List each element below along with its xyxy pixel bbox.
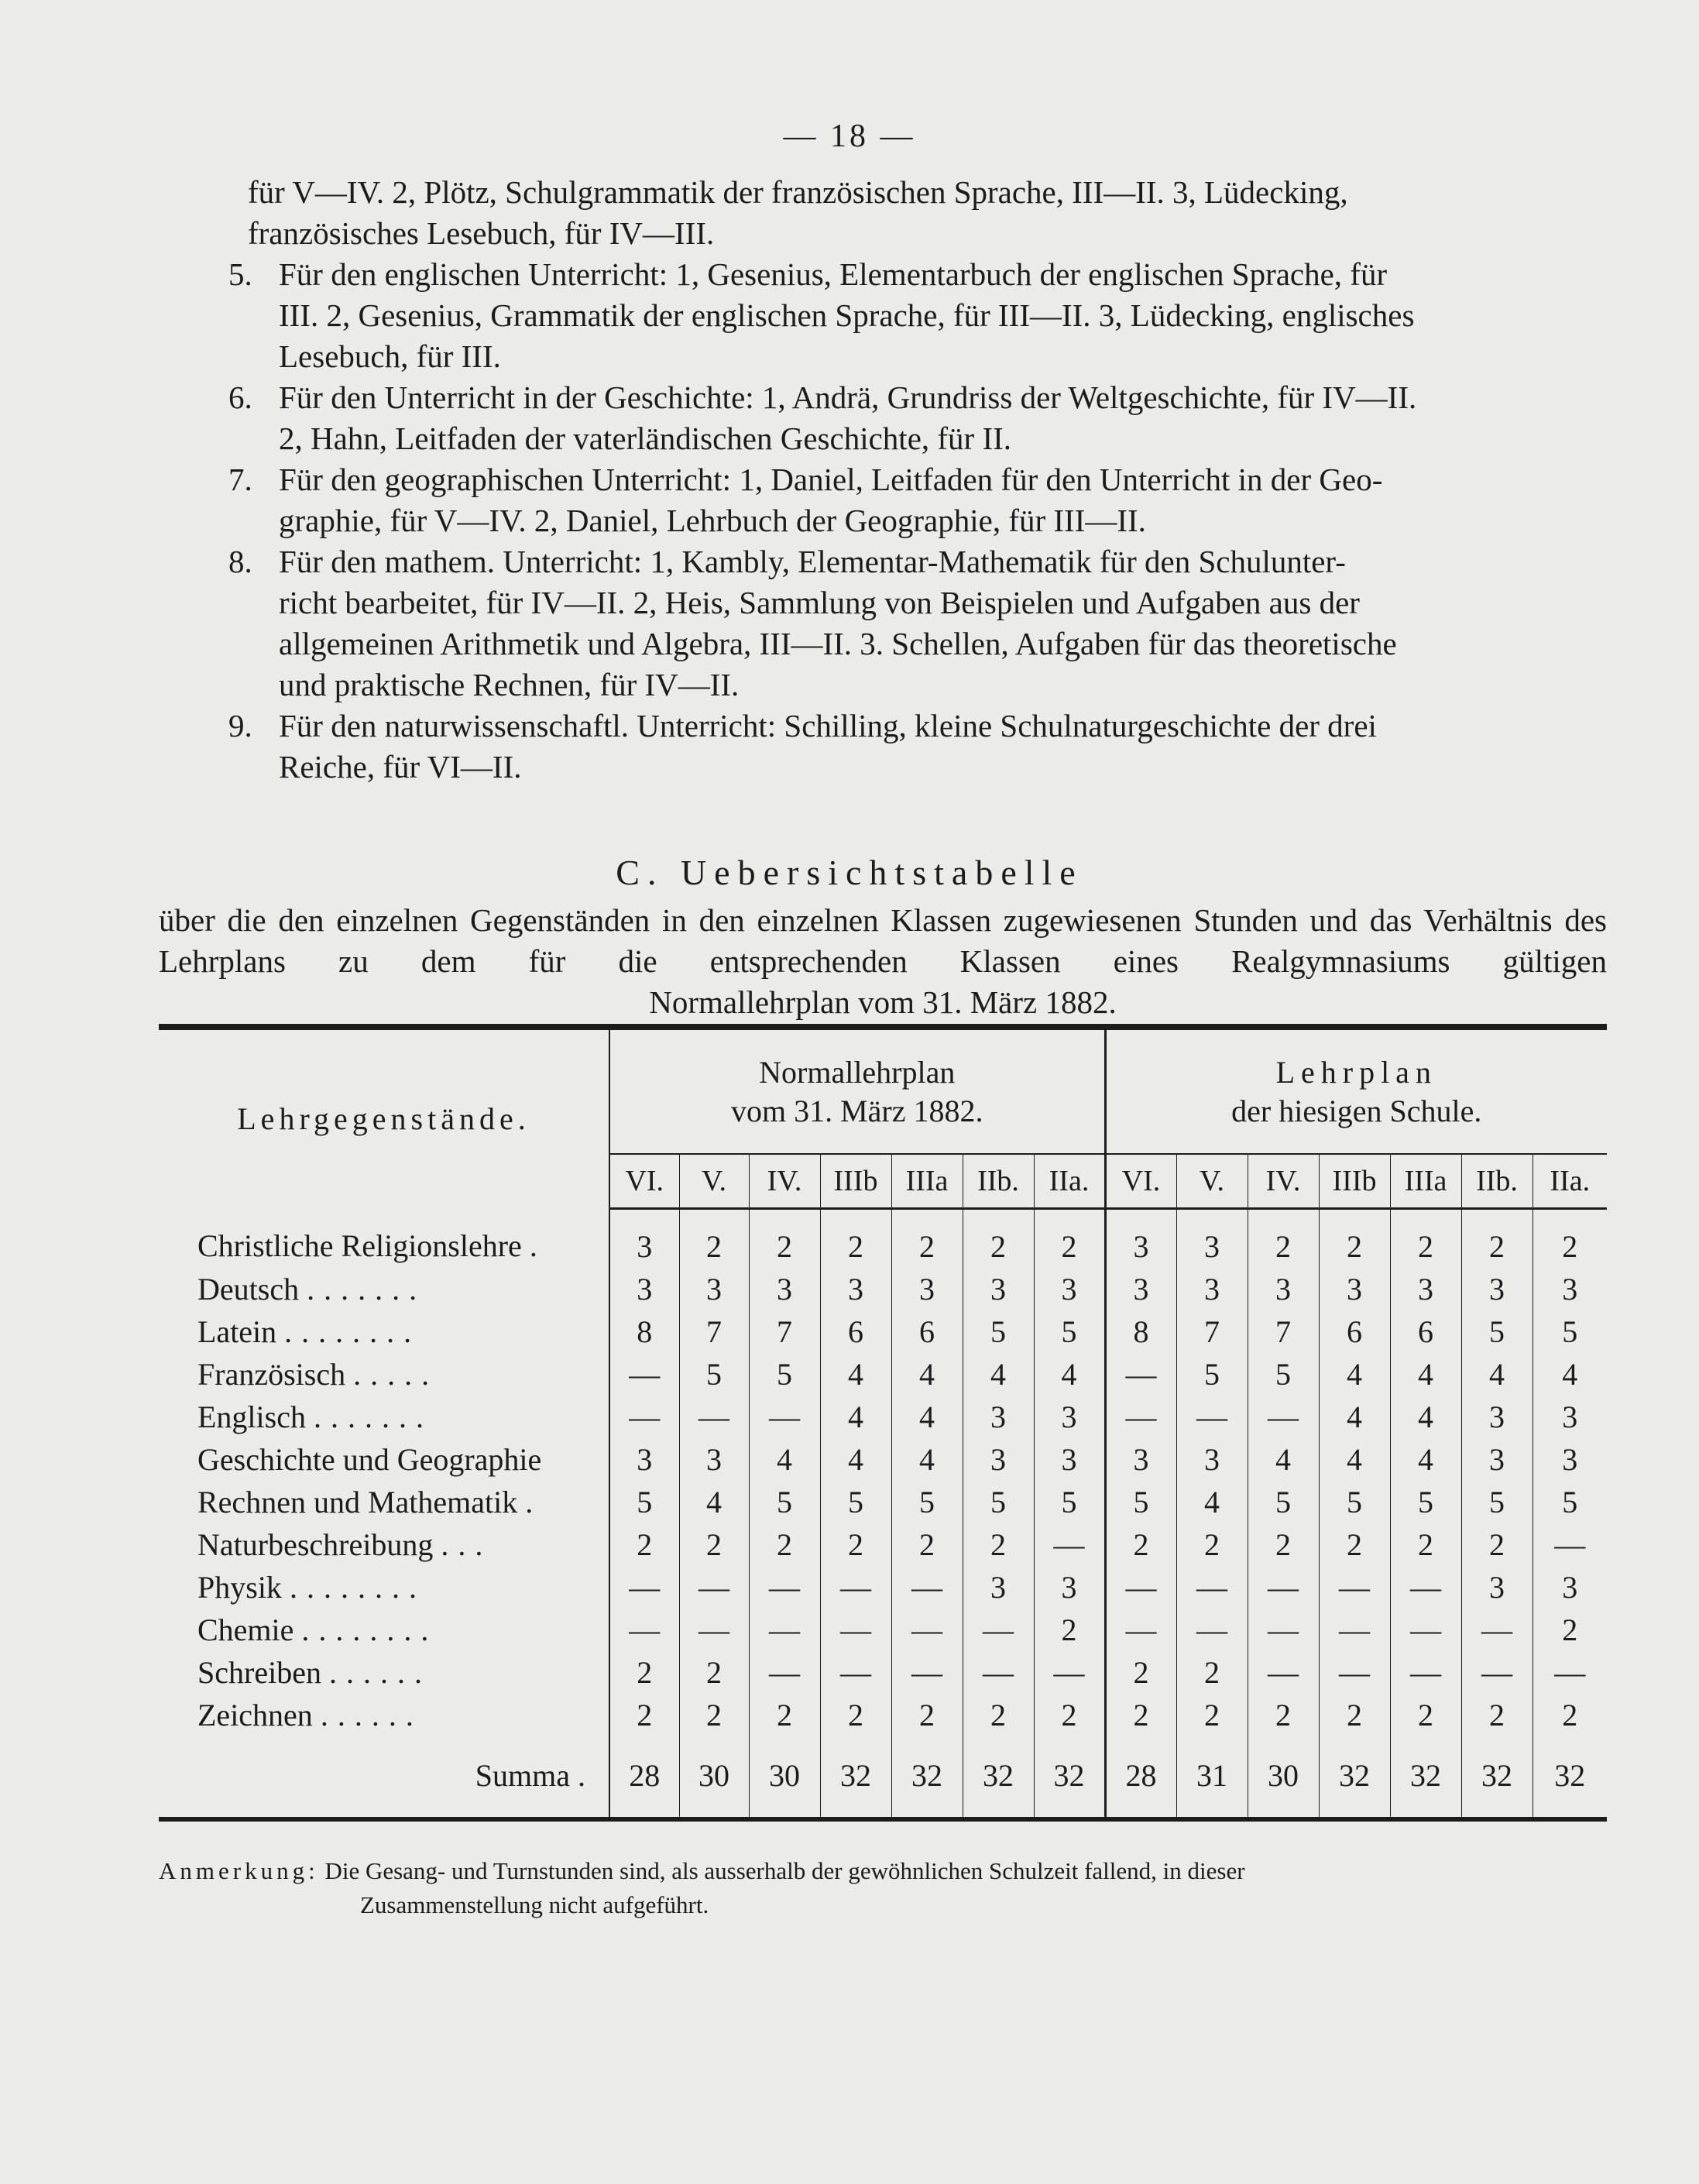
hours-cell: 3 [1176,1438,1248,1481]
class-header: IIa. [1034,1154,1105,1209]
group-header-line: Normallehrplan [759,1054,956,1090]
hours-cell: — [1176,1566,1248,1609]
list-item-9 [228,706,1642,788]
hours-cell: — [1248,1566,1319,1609]
leader-dots: ... [441,1527,493,1562]
text-line: französisches Lesebuch, für IV—III. [248,215,715,251]
hours-cell: 5 [1176,1353,1248,1396]
hours-cell: — [1319,1651,1390,1694]
hours-cell: 7 [1176,1310,1248,1353]
hours-cell: — [891,1566,963,1609]
hours-cell: 2 [891,1694,963,1736]
hours-cell: 3 [1562,1442,1578,1477]
subject-cell [159,1651,609,1694]
hours-cell: 2 [609,1651,679,1694]
hours-cell: 5 [1562,1314,1578,1349]
hours-cell: 7 [679,1310,749,1353]
hours-cell: 2 [1176,1694,1248,1736]
group-header-line: Lehrplan [1275,1054,1437,1090]
hours-cell: 2 [820,1694,891,1736]
table-row [159,1310,1607,1353]
subject-name: Deutsch [197,1272,300,1307]
subject-cell [159,1609,609,1651]
hours-cell: 4 [1390,1353,1461,1396]
hours-cell: — [749,1609,820,1651]
class-header: VI. [1105,1154,1176,1209]
hours-cell: 5 [679,1353,749,1396]
hours-cell: 3 [609,1438,679,1481]
hours-cell: 2 [963,1209,1034,1269]
table-row [159,1353,1607,1396]
page-number: — 18 — [783,118,916,154]
hours-cell: 3 [1105,1438,1176,1481]
hours-cell: 4 [1390,1438,1461,1481]
subject-name: Naturbeschreibung [197,1527,434,1562]
hours-cell: — [1105,1609,1176,1651]
sum-cell: 32 [1461,1736,1533,1819]
hours-cell: 6 [1390,1310,1461,1353]
hours-cell: 2 [1562,1229,1578,1264]
sum-cell: 32 [1390,1736,1461,1819]
hours-cell: — [963,1651,1034,1694]
subject-header: Lehrgegenstände. [159,1030,609,1209]
table-row [159,1566,1607,1609]
hours-cell: 2 [1105,1694,1176,1736]
hours-cell: 5 [1248,1481,1319,1523]
hours-cell: 3 [1562,1272,1578,1307]
list-item-7 [228,459,1642,541]
sum-cell: 32 [963,1736,1034,1819]
hours-cell: — [1390,1651,1461,1694]
hours-cell: 2 [1034,1694,1105,1736]
hours-cell: 3 [1461,1396,1533,1438]
hours-cell: — [1554,1527,1586,1562]
class-header: IV. [749,1154,820,1209]
subject-name: Geschichte und Geographie [197,1442,542,1477]
table-group-header [159,1030,1607,1154]
group-header-line: vom 31. März 1882. [730,1093,983,1128]
annotation-label: Anmerkung: [159,1857,319,1884]
text-line: allgemeinen Arithmetik und Algebra, III—II. 3. Schellen, Aufgaben für das theoretische [279,626,1397,661]
hours-cell: 3 [1105,1209,1176,1269]
item-number: 5. [228,256,252,292]
leader-dots: . [529,1228,547,1264]
hours-cell: 2 [749,1523,820,1566]
hours-cell: 2 [1562,1612,1578,1647]
hours-cell: 3 [749,1268,820,1310]
hours-cell: 3 [1034,1438,1105,1481]
sum-cell: 28 [1105,1736,1176,1819]
hours-cell: 3 [1248,1268,1319,1310]
subject-name: Französisch [197,1357,346,1392]
hours-cell: 2 [679,1523,749,1566]
hours-cell: — [609,1353,679,1396]
hours-cell: 2 [1105,1523,1176,1566]
hours-cell: 3 [1461,1268,1533,1310]
class-header: IIa. [1533,1154,1607,1209]
hours-cell: 3 [963,1396,1034,1438]
hours-cell: 2 [891,1209,963,1269]
hours-cell: 5 [1390,1481,1461,1523]
hours-cell: 5 [963,1310,1034,1353]
subject-name: Physik [197,1570,282,1605]
hours-cell: 2 [891,1523,963,1566]
item-number: 9. [228,708,252,743]
text-line: richt bearbeitet, für IV—II. 2, Heis, Sammlung von Beispielen und Aufgaben aus der [279,585,1360,620]
text-line: Lesebuch, für III. [279,338,501,374]
leader-dots: ........ [284,1314,421,1349]
class-header: IIIa [891,1154,963,1209]
hours-cell: — [1461,1609,1533,1651]
hours-cell: 3 [820,1268,891,1310]
class-header: IV. [1248,1154,1319,1209]
sum-cell: 32 [1319,1736,1390,1819]
hours-cell: 2 [1248,1694,1319,1736]
list-item-5 [228,254,1642,377]
hours-cell: — [963,1609,1034,1651]
class-header: IIIa [1390,1154,1461,1209]
sum-cell: 30 [1248,1736,1319,1819]
hours-cell: — [1105,1396,1176,1438]
class-header: IIIb [1319,1154,1390,1209]
hours-cell: — [820,1609,891,1651]
hours-cell: 2 [820,1209,891,1269]
hours-cell: — [1461,1651,1533,1694]
hours-cell: 4 [1319,1353,1390,1396]
subject-cell [159,1694,609,1736]
subject-name: Rechnen und Mathematik [197,1485,518,1520]
hours-cell: 2 [1248,1209,1319,1269]
hours-cell: 4 [1390,1396,1461,1438]
hours-cell: — [1105,1566,1176,1609]
hours-cell: — [679,1396,749,1438]
hours-cell: 3 [1176,1268,1248,1310]
normallehrplan-header [609,1030,1105,1154]
hours-cell: 5 [1105,1481,1176,1523]
book-list [228,172,1642,788]
annotation-text-continued: Zusammenstellung nicht aufgeführt. [360,1891,709,1918]
hours-cell: — [1176,1609,1248,1651]
sum-label: Summa . [159,1736,609,1819]
hours-cell: 2 [749,1209,820,1269]
leader-dots: ....... [313,1399,433,1434]
hours-cell: 2 [749,1694,820,1736]
hours-cell: 5 [891,1481,963,1523]
hours-cell: 2 [1390,1694,1461,1736]
table-row [159,1268,1607,1310]
hours-cell: 3 [609,1268,679,1310]
table-row [159,1651,1607,1694]
hours-cell: 4 [1034,1353,1105,1396]
hours-cell: 5 [1319,1481,1390,1523]
hours-cell: 4 [1562,1357,1578,1392]
hours-cell: — [609,1396,679,1438]
leader-dots: ..... [353,1357,439,1392]
hours-cell: 5 [1562,1485,1578,1520]
hours-cell: 5 [1248,1353,1319,1396]
hours-cell: — [1248,1609,1319,1651]
subject-cell [159,1566,609,1609]
text-line: und praktische Rechnen, für IV—II. [279,667,740,702]
subject-name: Schreiben [197,1655,321,1690]
class-header: VI. [609,1154,679,1209]
table-row [159,1438,1607,1481]
hours-cell: 2 [963,1523,1034,1566]
group-header-line: der hiesigen Schule. [1231,1093,1482,1128]
hours-cell: 3 [963,1268,1034,1310]
hours-cell: 3 [1390,1268,1461,1310]
description-last-line: Normallehrplan vom 31. März 1882. [649,984,1117,1020]
hours-cell: 2 [1461,1523,1533,1566]
hours-cell: — [749,1396,820,1438]
text-line: Reiche, für VI—II. [279,749,522,785]
subject-cell [159,1209,609,1269]
hours-cell: 4 [1319,1396,1390,1438]
hours-cell: — [1319,1566,1390,1609]
hours-cell: 2 [820,1523,891,1566]
leader-dots: ........ [301,1612,438,1647]
hours-cell: 3 [963,1438,1034,1481]
subject-cell [159,1438,609,1481]
hours-cell: 2 [1176,1651,1248,1694]
hours-cell: — [1248,1651,1319,1694]
hours-cell: 4 [820,1396,891,1438]
text-line: Für den englischen Unterricht: 1, Gesenius, Elementarbuch der englischen Sprache, für [279,256,1388,292]
hours-cell: 2 [1319,1694,1390,1736]
hours-cell: 2 [1390,1523,1461,1566]
hours-cell: 4 [1248,1438,1319,1481]
overview-table [159,1030,1607,1822]
hours-cell: — [1105,1353,1176,1396]
section-description [159,900,1607,1023]
hours-cell: 3 [1562,1399,1578,1434]
lehrplan-header [1105,1030,1607,1154]
leader-dots: ...... [328,1655,431,1690]
list-item-8 [228,541,1642,706]
hours-cell: 5 [1461,1481,1533,1523]
hours-cell: — [1390,1609,1461,1651]
hours-cell: 5 [1034,1481,1105,1523]
hours-cell: 3 [1034,1566,1105,1609]
table-row [159,1694,1607,1736]
hours-cell: 6 [820,1310,891,1353]
section-title: C. Uebersichtstabelle [616,853,1083,892]
table-body [159,1209,1607,1820]
hours-cell: 3 [1562,1570,1578,1605]
table-row [159,1609,1607,1651]
leader-dots: ....... [307,1272,427,1307]
hours-cell: 4 [891,1396,963,1438]
hours-cell: 3 [679,1268,749,1310]
subject-name: Chemie [197,1612,294,1647]
hours-cell: 8 [609,1310,679,1353]
hours-cell: 5 [963,1481,1034,1523]
hours-cell: 2 [609,1523,679,1566]
hours-cell: 2 [1034,1609,1105,1651]
hours-cell: — [1390,1566,1461,1609]
item-number: 6. [228,379,252,415]
hours-cell: 6 [1319,1310,1390,1353]
class-header: IIIb [820,1154,891,1209]
hours-cell: — [749,1651,820,1694]
hours-cell: — [609,1566,679,1609]
hours-cell: 4 [820,1438,891,1481]
hours-cell: 4 [891,1438,963,1481]
hours-cell: 2 [679,1694,749,1736]
hours-cell: — [679,1566,749,1609]
hours-cell: 3 [1461,1566,1533,1609]
hours-cell: 4 [891,1353,963,1396]
hours-cell: 2 [1562,1698,1578,1732]
hours-cell: 5 [749,1353,820,1396]
leader-dots: ........ [289,1570,426,1605]
hours-cell: 2 [1319,1523,1390,1566]
sum-cell: 31 [1176,1736,1248,1819]
sum-cell: 32 [1533,1736,1607,1819]
hours-cell: — [609,1609,679,1651]
hours-cell: — [891,1651,963,1694]
item-number: 7. [228,462,252,497]
table-row [159,1523,1607,1566]
annotation-text: Die Gesang- und Turnstunden sind, als ausserhalb der gewöhnlichen Schulzeit fallend, in dieser [324,1857,1245,1884]
subject-cell [159,1396,609,1438]
hours-cell: 4 [749,1438,820,1481]
text-line: Für den geographischen Unterricht: 1, Daniel, Leitfaden für den Unterricht in der Geo- [279,462,1383,497]
hours-cell: 5 [749,1481,820,1523]
hours-cell: 8 [1105,1310,1176,1353]
sum-cell: 32 [820,1736,891,1819]
table-row [159,1481,1607,1523]
subject-cell [159,1523,609,1566]
hours-cell: — [820,1566,891,1609]
subject-name: Englisch [197,1399,306,1434]
hours-cell: — [1554,1655,1586,1690]
sum-cell: 30 [749,1736,820,1819]
hours-cell: 3 [1105,1268,1176,1310]
text-line: Für den mathem. Unterricht: 1, Kambly, Elementar-Mathematik für den Schulunter- [279,544,1346,579]
hours-cell: 2 [679,1209,749,1269]
hours-cell: — [749,1566,820,1609]
hours-cell: 4 [963,1353,1034,1396]
subject-cell [159,1268,609,1310]
overview-table-container [159,1024,1607,1822]
class-header: V. [1176,1154,1248,1209]
hours-cell: — [1034,1523,1105,1566]
hours-cell: 2 [1461,1209,1533,1269]
hours-cell: 2 [1248,1523,1319,1566]
leader-dots: . [525,1485,543,1520]
class-header: V. [679,1154,749,1209]
hours-cell: 5 [1034,1310,1105,1353]
hours-cell: 2 [1461,1694,1533,1736]
hours-cell: 5 [1461,1310,1533,1353]
hours-cell: 2 [1034,1209,1105,1269]
sum-cell: 28 [609,1736,679,1819]
hours-cell: 7 [749,1310,820,1353]
hours-cell: 3 [1034,1268,1105,1310]
hours-cell: 3 [1034,1396,1105,1438]
sum-cell: 32 [1034,1736,1105,1819]
hours-cell: 2 [1390,1209,1461,1269]
table-row [159,1209,1607,1269]
description-text: über die den einzelnen Gegenständen in den einzelnen Klassen zugewiesenen Stunden und das Verhältnis des Lehrplans zu dem für die entsprechenden Klassen eines Realgymnasiums gültigen [159,902,1607,979]
hours-cell: 3 [609,1209,679,1269]
subject-cell [159,1481,609,1523]
hours-cell: 6 [891,1310,963,1353]
hours-cell: 4 [1176,1481,1248,1523]
text-line: Für den Unterricht in der Geschichte: 1, Andrä, Grundriss der Weltgeschichte, für IV—II. [279,379,1417,415]
hours-cell: 2 [609,1694,679,1736]
hours-cell: 5 [820,1481,891,1523]
text-line: Für den naturwissenschaftl. Unterricht: Schilling, kleine Schulnaturgeschichte der drei [279,708,1377,743]
list-item-6 [228,377,1642,459]
subject-name: Latein [197,1314,277,1349]
hours-cell: — [1034,1651,1105,1694]
hours-cell: 4 [1319,1438,1390,1481]
annotation [159,1854,1607,1922]
hours-cell: 2 [679,1651,749,1694]
text-line: für V—IV. 2, Plötz, Schulgrammatik der französischen Sprache, III—II. 3, Lüdecking, [248,174,1348,210]
hours-cell: 3 [1319,1268,1390,1310]
hours-cell: 7 [1248,1310,1319,1353]
hours-cell: 4 [1461,1353,1533,1396]
hours-cell: 3 [963,1566,1034,1609]
table-row [159,1396,1607,1438]
sum-cell: 30 [679,1736,749,1819]
hours-cell: — [1176,1396,1248,1438]
hours-cell: 2 [1319,1209,1390,1269]
subject-name: Christliche Religionslehre [197,1228,522,1264]
hours-cell: 2 [963,1694,1034,1736]
hours-cell: 4 [679,1481,749,1523]
hours-cell: 2 [1105,1651,1176,1694]
hours-cell: 5 [609,1481,679,1523]
hours-cell: — [891,1609,963,1651]
item-number: 8. [228,544,252,579]
hours-cell: 3 [1461,1438,1533,1481]
hours-cell: 2 [1176,1523,1248,1566]
sum-cell: 32 [891,1736,963,1819]
text-line: 2, Hahn, Leitfaden der vaterländischen Geschichte, für II. [279,421,1012,456]
hours-cell: — [820,1651,891,1694]
class-header: IIb. [1461,1154,1533,1209]
hours-cell: 3 [679,1438,749,1481]
subject-cell [159,1353,609,1396]
subject-cell [159,1310,609,1353]
hours-cell: — [679,1609,749,1651]
hours-cell: 3 [1176,1209,1248,1269]
sum-row [159,1736,1607,1819]
text-line: graphie, für V—IV. 2, Daniel, Lehrbuch der Geographie, für III—II. [279,503,1146,538]
hours-cell: — [1248,1396,1319,1438]
subject-name: Zeichnen [197,1698,313,1732]
class-header: IIb. [963,1154,1034,1209]
hours-cell: — [1319,1609,1390,1651]
text-line: III. 2, Gesenius, Grammatik der englischen Sprache, für III—II. 3, Lüdecking, englisches [279,297,1415,333]
hours-cell: 4 [820,1353,891,1396]
leader-dots: ...... [320,1698,423,1732]
hours-cell: 3 [891,1268,963,1310]
